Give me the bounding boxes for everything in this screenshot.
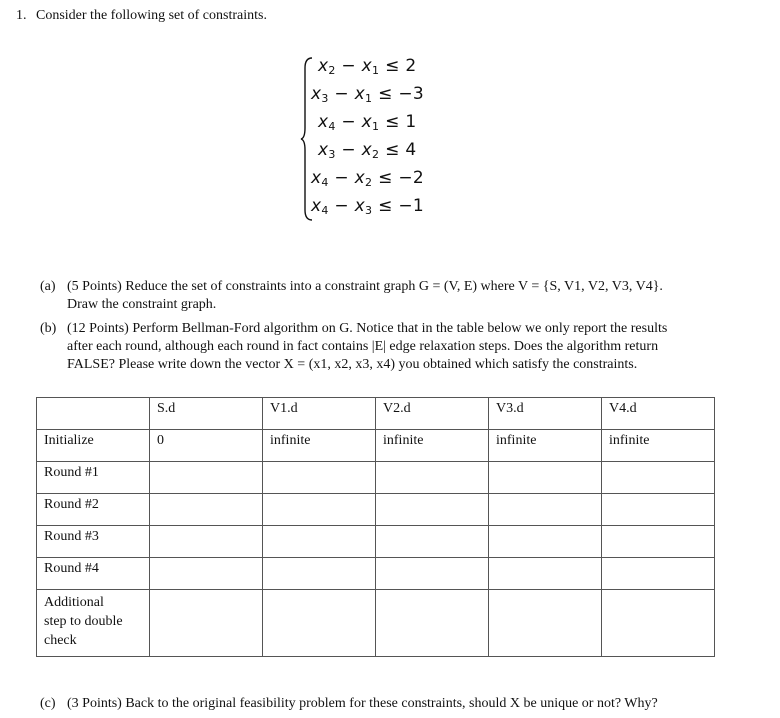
table-cell[interactable] <box>263 494 376 526</box>
table-row <box>37 494 715 526</box>
table-cell[interactable]: infinite <box>263 430 376 462</box>
question-prompt: Consider the following set of constraints. <box>36 8 267 23</box>
part-a-label: (a) <box>40 279 56 294</box>
table-cell[interactable]: infinite <box>376 430 489 462</box>
row-label: Initialize <box>37 430 150 462</box>
part-c <box>40 695 756 713</box>
part-a-line-1: (5 Points) Reduce the set of constraints into a constraint graph G = (V, E) where V = {S, V1, V2, V3, V4}. <box>67 279 663 294</box>
table-cell[interactable] <box>602 462 715 494</box>
table-cell[interactable] <box>489 526 602 558</box>
table-cell[interactable] <box>489 590 602 657</box>
part-b-line-1: (12 Points) Perform Bellman-Ford algorithm on G. Notice that in the table below we only report the results <box>67 321 668 336</box>
table-cell[interactable] <box>376 462 489 494</box>
row-label-line: step to double <box>44 614 123 629</box>
table-cell[interactable]: infinite <box>489 430 602 462</box>
constraint-5: $x_4 - x_2 \le -2$ <box>311 168 425 189</box>
part-b-line-3: FALSE? Please write down the vector X = (x1, x2, x3, x4) you obtained which satisfy the constraints. <box>67 357 638 372</box>
table-cell[interactable] <box>489 462 602 494</box>
row-label <box>37 590 150 657</box>
part-b-line-2: after each round, although each round in fact contains |E| edge relaxation steps. Does the algorithm return <box>67 339 659 354</box>
table-cell[interactable]: infinite <box>602 430 715 462</box>
table-cell[interactable] <box>602 558 715 590</box>
table-cell[interactable] <box>376 494 489 526</box>
table-header-cell <box>37 398 150 430</box>
question-number: 1. <box>16 8 27 23</box>
table-cell[interactable] <box>602 526 715 558</box>
table-cell[interactable] <box>489 558 602 590</box>
table-row <box>37 462 715 494</box>
table-header-cell: V1.d <box>263 398 376 430</box>
table-header-cell: V4.d <box>602 398 715 430</box>
table-header-cell: V2.d <box>376 398 489 430</box>
table-cell[interactable] <box>263 526 376 558</box>
table-cell[interactable] <box>376 590 489 657</box>
row-label: Round #1 <box>37 462 150 494</box>
part-c-line-1: (3 Points) Back to the original feasibility problem for these constraints, should X be unique or not? Why? <box>67 696 658 711</box>
row-label-line: Additional <box>44 595 104 610</box>
table-cell[interactable] <box>150 462 263 494</box>
table-header-row <box>37 398 715 430</box>
table-row <box>37 558 715 590</box>
table-cell[interactable] <box>150 590 263 657</box>
constraint-6: $x_4 - x_3 \le -1$ <box>311 196 425 217</box>
part-a <box>40 278 756 314</box>
constraint-2: $x_3 - x_1 \le -3$ <box>311 84 425 105</box>
table-cell[interactable] <box>602 494 715 526</box>
table-cell[interactable] <box>376 558 489 590</box>
constraint-3: $x_4 - x_1 \le 1$ <box>318 112 417 133</box>
table-cell[interactable] <box>150 558 263 590</box>
table-row <box>37 430 715 462</box>
part-a-line-2: Draw the constraint graph. <box>67 297 217 312</box>
constraint-1: $x_2 - x_1 \le 2$ <box>318 56 417 77</box>
part-b-label: (b) <box>40 321 57 336</box>
row-label: Round #2 <box>37 494 150 526</box>
table-header-cell: S.d <box>150 398 263 430</box>
constraint-system <box>300 56 470 222</box>
row-label-line: check <box>44 633 77 648</box>
bellman-ford-table <box>36 397 715 657</box>
question-heading <box>16 8 267 24</box>
table-cell[interactable] <box>489 494 602 526</box>
table-cell[interactable] <box>376 526 489 558</box>
part-b <box>40 320 756 374</box>
table-cell[interactable] <box>263 558 376 590</box>
table-cell[interactable] <box>150 494 263 526</box>
table-header-cell: V3.d <box>489 398 602 430</box>
row-label: Round #3 <box>37 526 150 558</box>
part-c-label: (c) <box>40 696 56 711</box>
table-cell[interactable]: 0 <box>150 430 263 462</box>
table-row <box>37 590 715 657</box>
row-label: Round #4 <box>37 558 150 590</box>
constraint-4: $x_3 - x_2 \le 4$ <box>318 140 417 161</box>
table-cell[interactable] <box>263 590 376 657</box>
table-cell[interactable] <box>263 462 376 494</box>
table-row <box>37 526 715 558</box>
table-cell[interactable] <box>602 590 715 657</box>
table-cell[interactable] <box>150 526 263 558</box>
